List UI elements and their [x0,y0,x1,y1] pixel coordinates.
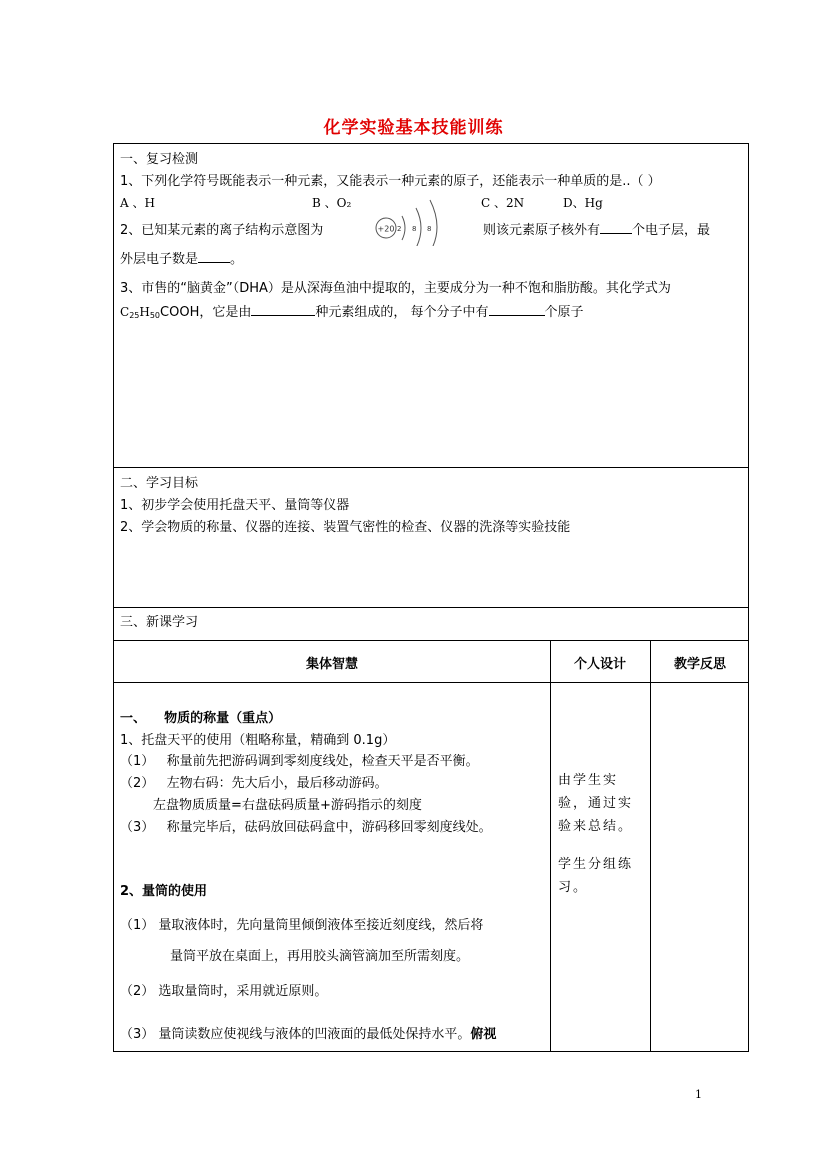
s1-subtitle: 1、托盘天平的使用（粗略称量，精确到 0.1g） [120,733,396,748]
q2-line2-suffix: 。 [230,252,244,267]
goals-section [113,467,749,608]
header-personal: 个人设计 [573,657,626,672]
q2-after-blank: 个电子层，最 [632,223,711,238]
q3-line2 [120,301,584,320]
q1-text: 1、下列化学符号既能表示一种元素，又能表示一种元素的原子，还能表示一种单质的是 [120,174,623,189]
shell-count-1: 2 [397,225,402,233]
q3-mid: 种元素组成的， 每个分子中有 [315,305,489,320]
goals-heading: 二、学习目标 [120,476,199,491]
shell-count-3: 8 [427,225,432,233]
q2-middle: 则该元素原子核外有 [483,223,601,238]
s2-item-1a: （1） 量取液体时，先向量筒里倾倒液体至接近刻度线，然后将 [120,918,484,933]
s2-item-1b: 量筒平放在桌面上，再用胶头滴管滴加至所需刻度。 [170,949,470,964]
q1-option-b: B 、O₂ [312,196,352,210]
shell-arc-2 [416,208,421,246]
q3-end: 个原子 [544,305,584,320]
newlesson-heading: 三、新课学习 [120,615,199,630]
s2-item-3-bold: 俯视 [470,1027,497,1042]
ion-structure-diagram [372,194,452,246]
personal-note-2: 学生分组练习。 [558,857,634,895]
s2-item-3 [120,1023,496,1042]
q3-formula-c: C [120,305,130,319]
review-heading: 一、复习检测 [120,152,199,167]
header-collective: 集体智慧 [305,657,358,672]
q1-option-d: D、Hg [563,196,603,210]
s1-item-1: （1） 称量前先把游码调到零刻度线处，检查天平是否平衡。 [120,754,479,769]
q2-middle-line [483,219,710,238]
q2-blank-outer[interactable] [198,250,230,263]
q1-paren: （ ） [630,174,661,189]
shell-arc-1 [402,216,405,240]
page-number: 1 [695,1088,702,1101]
goal-item-1: 1、初步学会使用托盘天平、量筒等仪器 [120,498,350,513]
q2-prefix: 2、已知某元素的离子结构示意图为 [120,223,324,238]
s2-title: 2、量筒的使用 [120,884,208,899]
s2-item-2: （2） 选取量筒时，采用就近原则。 [120,984,328,999]
s1-title: 一、 物质的称量（重点） [120,711,282,726]
personal-note-1: 由学生实验，通过实验来总结。 [558,773,634,834]
review-section [113,143,749,468]
col-divider-2b [650,683,651,1051]
s1-item-2: （2） 左物右码：先大后小，最后移动游码。 [120,776,388,791]
q2-line2-prefix: 外层电子数是 [120,252,199,267]
q1-option-c: C 、2N [481,196,525,210]
col-divider-1b [550,683,551,1051]
q1-option-a: A 、H [120,196,155,210]
q2-blank-layers[interactable] [600,221,632,234]
q3-formula-h-sub: 50 [149,311,161,320]
q3-blank-elements[interactable] [251,303,315,316]
header-reflection: 教学反思 [673,657,726,672]
shell-arc-3 [430,200,437,246]
q3-line1: 3、市售的“脑黄金”（DHA）是从深海鱼油中提取的，主要成分为一种不饱和脂肪酸。其化学式为 [120,281,671,296]
q3-blank-atoms[interactable] [489,303,545,316]
q2-line2 [120,248,243,267]
newlesson-section [113,607,749,641]
page-title: 化学实验基本技能训练 [323,118,504,138]
s1-item-2b: 左盘物质质量=右盘砝码质量+游码指示的刻度 [120,798,422,813]
q3-formula-rest: COOH，它是由 [160,305,252,320]
table-body-row [113,682,749,1052]
q3-formula-c-sub: 25 [129,311,140,320]
s2-item-3-text: （3） 量筒读数应使视线与液体的凹液面的最低处保持水平。 [120,1027,471,1042]
shell-count-2: 8 [412,225,417,233]
nucleus-charge: +20 [377,224,395,234]
table-header-row [113,640,749,683]
q3-formula-h: H [139,305,150,319]
q1-line [120,170,661,189]
goal-item-2: 2、学会物质的称量、仪器的连接、装置气密性的检查、仪器的洗涤等实验技能 [120,520,571,535]
s1-item-3: （3） 称量完毕后，砝码放回砝码盒中，游码移回零刻度线处。 [120,820,492,835]
q1-dots: .. [622,174,631,189]
